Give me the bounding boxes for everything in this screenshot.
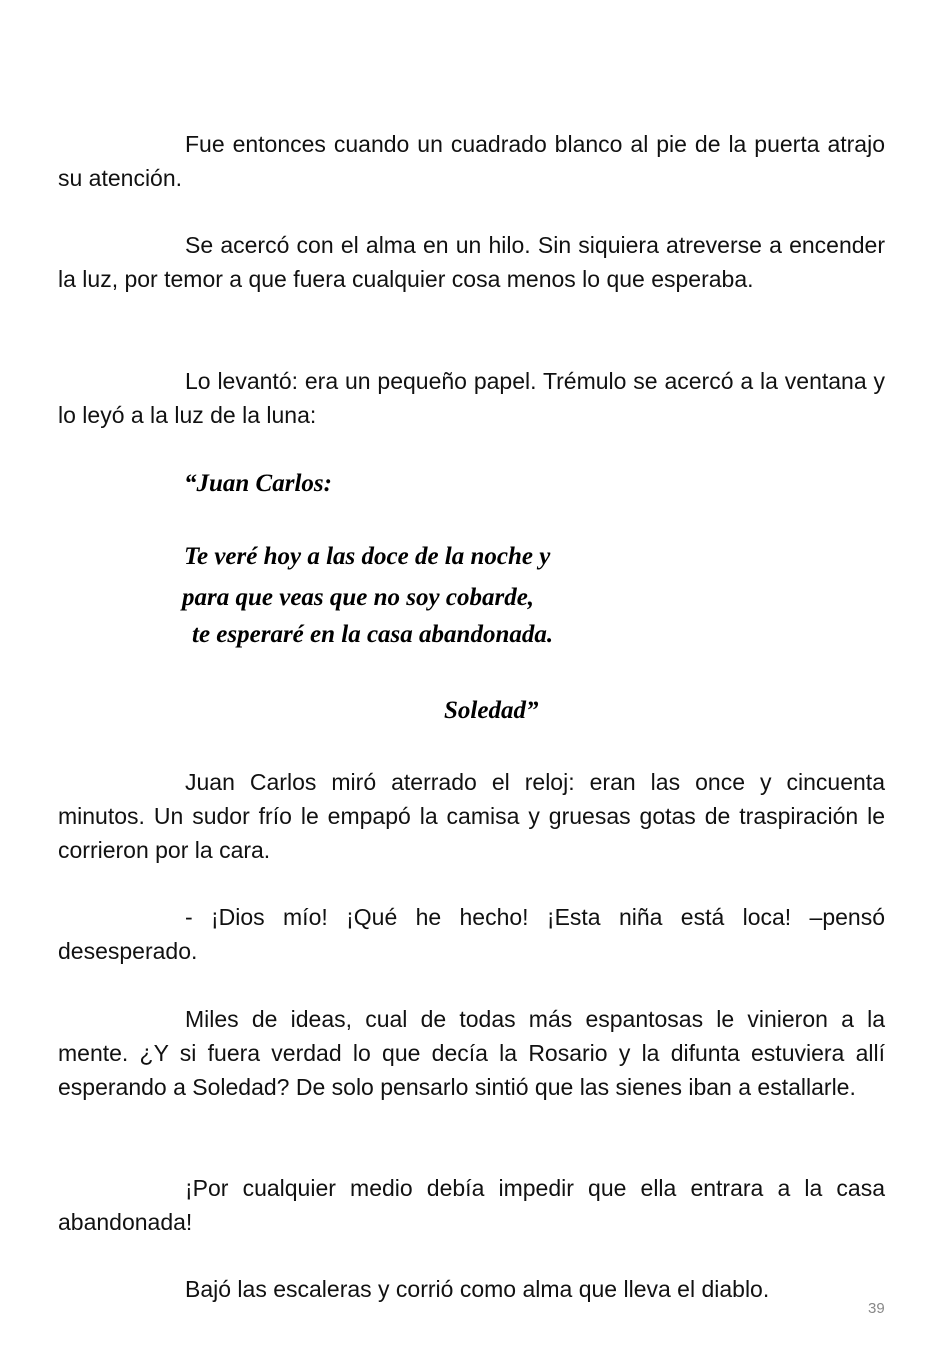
letter-line-1: Te veré hoy a las doce de la noche y bbox=[184, 543, 551, 570]
paragraph-7: ¡Por cualquier medio debía impedir que ella entrara a la casa abandonada! bbox=[58, 1175, 885, 1235]
letter-line-3: te esperaré en la casa abandonada. bbox=[192, 621, 554, 648]
letter-signature: Soledad” bbox=[444, 697, 539, 724]
paragraph-5: - ¡Dios mío! ¡Qué he hecho! ¡Esta niña está loca! –pensó desesperado. bbox=[58, 904, 885, 964]
paragraph-6: Miles de ideas, cual de todas más espantosas le vinieron a la mente. ¿Y si fuera verdad lo que decía la Rosario y la difunta estuviera allí esperando a Soledad? De solo pensarlo sintió que las sienes iban a estallarle. bbox=[58, 1006, 885, 1100]
page-number: 39 bbox=[868, 1300, 885, 1317]
letter-line-2: para que veas que no soy cobarde, bbox=[182, 584, 535, 611]
paragraph-1: Fue entonces cuando un cuadrado blanco al pie de la puerta atrajo su atención. bbox=[58, 131, 885, 191]
paragraph-4: Juan Carlos miró aterrado el reloj: eran las once y cincuenta minutos. Un sudor frío le empapó la camisa y gruesas gotas de traspiración le corrieron por la cara. bbox=[58, 769, 885, 863]
paragraph-8: Bajó las escaleras y corrió como alma que lleva el diablo. bbox=[185, 1276, 770, 1302]
paragraph-2: Se acercó con el alma en un hilo. Sin siquiera atreverse a encender la luz, por temor a que fuera cualquier cosa menos lo que esperaba. bbox=[58, 232, 885, 292]
letter-salutation: “Juan Carlos: bbox=[184, 470, 332, 497]
paragraph-3: Lo levantó: era un pequeño papel. Trémulo se acercó a la ventana y lo leyó a la luz de la luna: bbox=[58, 368, 885, 428]
